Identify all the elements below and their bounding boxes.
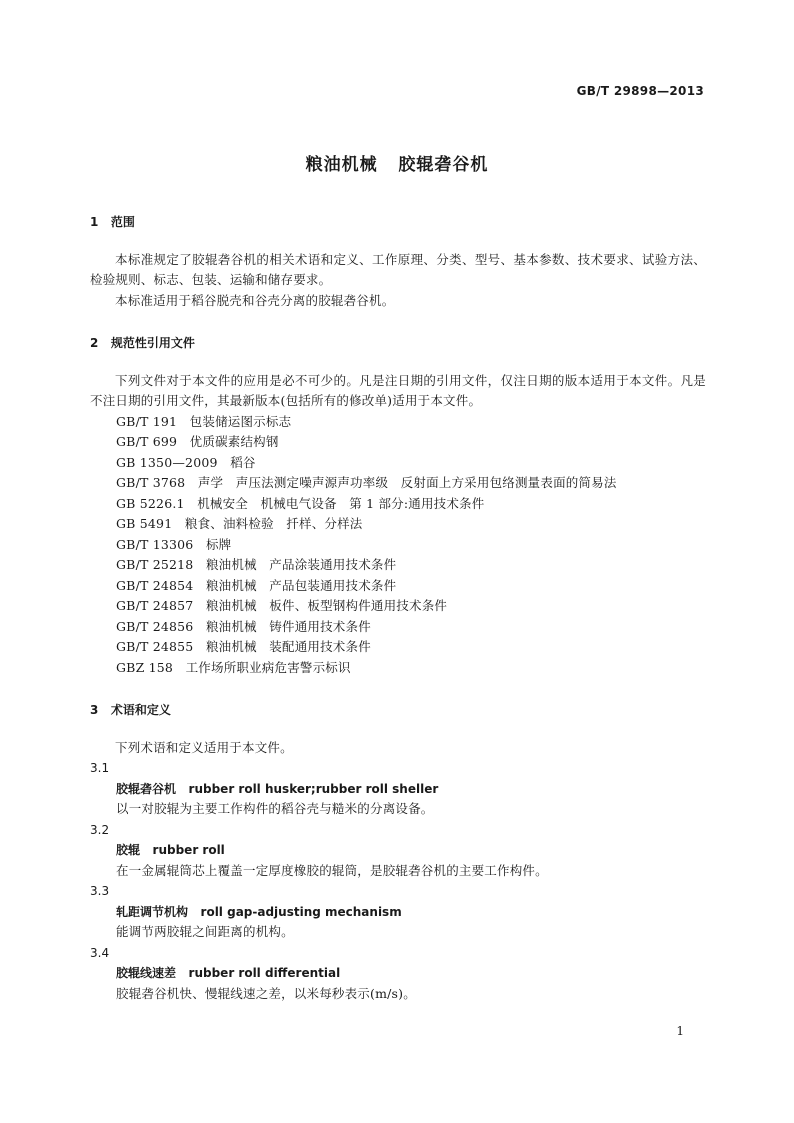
reference-item: GB/T 25218 粮油机械 产品涂装通用技术条件 — [116, 557, 397, 572]
term-definition: 胶辊砻谷机快、慢辊线速之差，以米每秒表示(m/s)。 — [116, 985, 416, 1001]
term-number: 3.2 — [90, 822, 110, 837]
paragraph: 本标准适用于稻谷脱壳和谷壳分离的胶辊砻谷机。 — [115, 292, 395, 308]
term-entry — [90, 758, 706, 820]
document-title: 粮油机械 胶辊砻谷机 — [305, 155, 489, 175]
reference-item: GB/T 24854 粮油机械 产品包装通用技术条件 — [116, 577, 397, 593]
reference-item: GBZ 158 工作场所职业病危害警示标识 — [116, 659, 351, 675]
term-name: 胶辊砻谷机 rubber roll husker;rubber roll sheller — [116, 781, 439, 796]
reference-item: GB/T 191 包装储运图示标志 — [116, 413, 292, 429]
page-number: 1 — [676, 1024, 684, 1038]
term-entry — [90, 820, 706, 882]
term-definition: 能调节两胶辊之间距离的机构。 — [116, 924, 294, 939]
section-normative-references — [90, 333, 706, 678]
term-number: 3.3 — [90, 884, 110, 898]
term-definition: 在一金属辊筒芯上覆盖一定厚度橡胶的辊筒，是胶辊砻谷机的主要工作构件。 — [116, 862, 548, 878]
reference-item: GB/T 699 优质碳素结构钢 — [116, 434, 279, 449]
section-heading-scope: 1 范围 — [90, 215, 135, 229]
reference-item: GB 1350—2009 稻谷 — [116, 454, 256, 470]
paragraph: 下列术语和定义适用于本文件。 — [115, 739, 293, 755]
term-entry — [90, 943, 706, 1005]
paragraph: 本标准规定了胶辊砻谷机的相关术语和定义、工作原理、分类、型号、基本参数、技术要求、试验方法、检验规则、标志、包装、运输和储存要求。 — [90, 251, 706, 287]
reference-item: GB/T 24856 粮油机械 铸件通用技术条件 — [116, 618, 371, 634]
section-scope — [90, 212, 706, 311]
paragraph: 下列文件对于本文件的应用是必不可少的。凡是注日期的引用文件，仅注日期的版本适用于本文件。凡是不注日期的引用文件，其最新版本(包括所有的修改单)适用于本文件。 — [90, 372, 706, 408]
document-body — [90, 212, 706, 1004]
term-number: 3.4 — [90, 945, 110, 960]
term-entry — [90, 881, 706, 943]
document-code: GB/T 29898—2013 — [576, 84, 704, 98]
reference-item: GB/T 24855 粮油机械 装配通用技术条件 — [116, 639, 371, 654]
section-terms-definitions — [90, 700, 706, 1004]
term-number: 3.1 — [90, 761, 110, 775]
reference-item: GB/T 13306 标牌 — [116, 536, 232, 552]
reference-list — [90, 412, 706, 679]
section-heading-references: 2 规范性引用文件 — [90, 336, 195, 350]
term-name: 胶辊线速差 rubber roll differential — [116, 966, 341, 980]
reference-item: GB 5491 粮食、油料检验 扦样、分样法 — [116, 516, 363, 531]
term-name: 胶辊 rubber roll — [116, 843, 225, 857]
term-definition: 以一对胶辊为主要工作构件的稻谷壳与糙米的分离设备。 — [116, 801, 434, 816]
term-name: 轧距调节机构 roll gap-adjusting mechanism — [116, 904, 402, 919]
reference-item: GB 5226.1 机械安全 机械电气设备 第 1 部分:通用技术条件 — [116, 495, 485, 511]
reference-item: GB/T 24857 粮油机械 板件、板型钢构件通用技术条件 — [116, 598, 448, 613]
reference-item: GB/T 3768 声学 声压法测定噪声源声功率级 反射面上方采用包络测量表面的简易法 — [116, 475, 617, 490]
section-heading-terms: 3 术语和定义 — [90, 703, 171, 717]
